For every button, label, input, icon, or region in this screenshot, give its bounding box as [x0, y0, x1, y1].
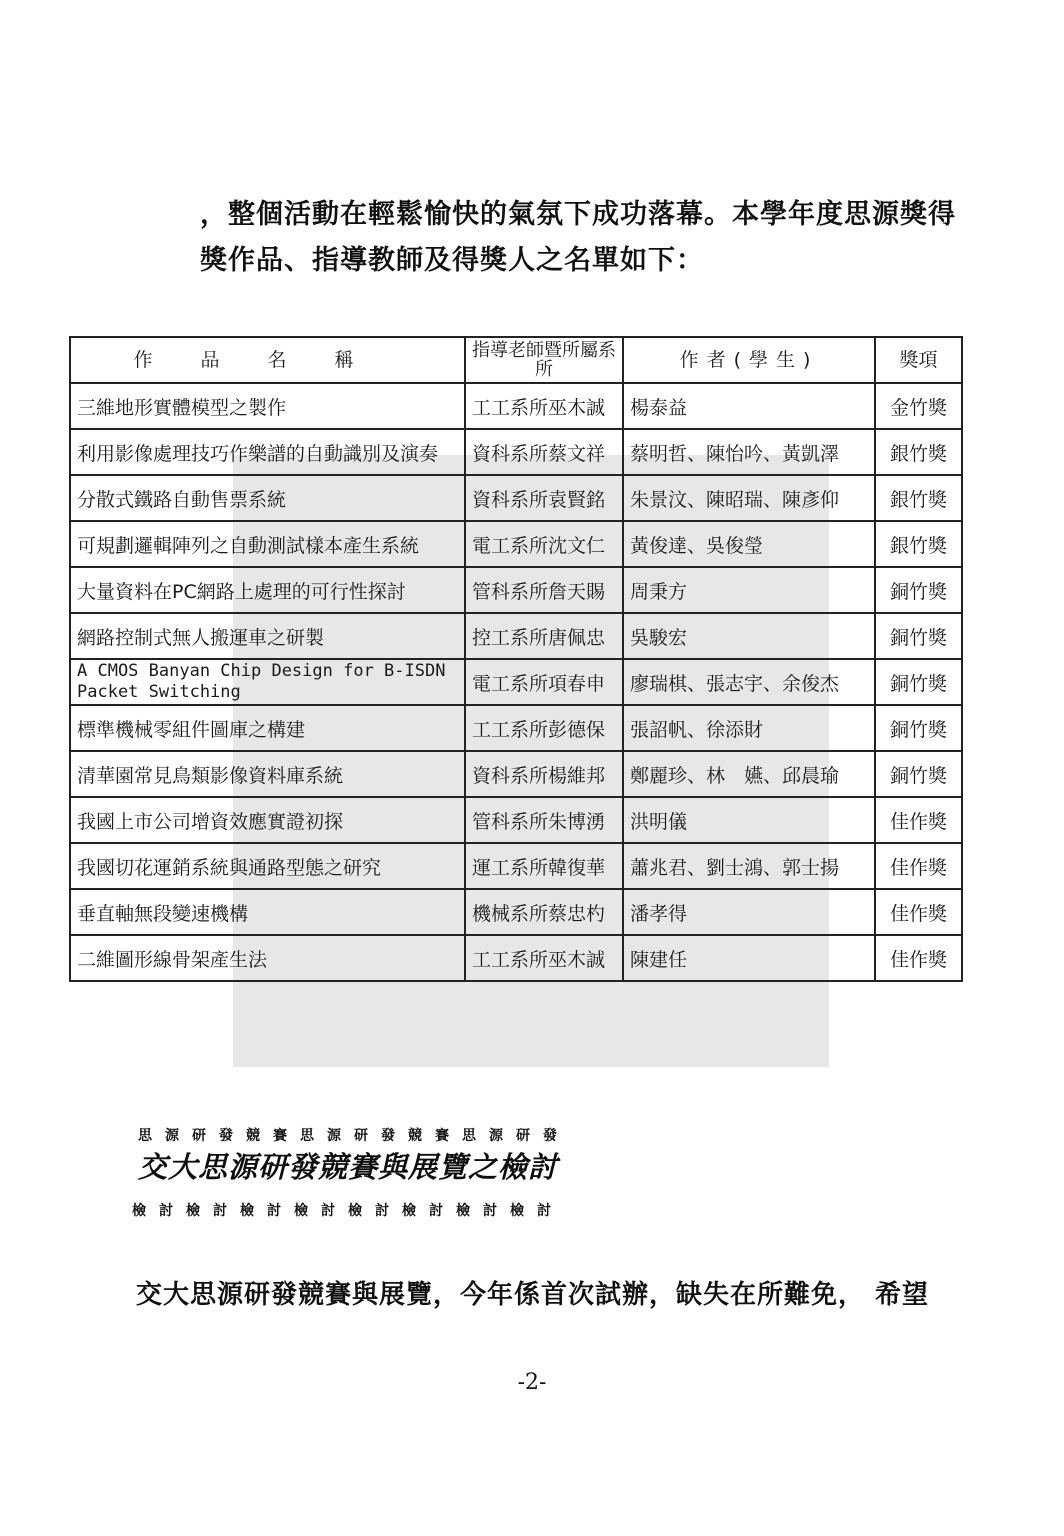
award-cell: 佳作獎	[875, 797, 962, 843]
table-row	[70, 889, 962, 935]
work-name-cell: 利用影像處理技巧作樂譜的自動識別及演奏	[70, 429, 465, 475]
advisor-cell: 資科系所楊維邦	[465, 751, 623, 797]
award-cell: 銀竹獎	[875, 429, 962, 475]
table-row	[70, 797, 962, 843]
award-cell: 銅竹獎	[875, 705, 962, 751]
author-cell: 楊泰益	[623, 383, 875, 429]
awards-table	[69, 336, 963, 982]
advisor-cell: 工工系所巫木誠	[465, 383, 623, 429]
header-work-name: 作品名稱	[70, 337, 465, 383]
work-name-cell: 我國切花運銷系統與通路型態之研究	[70, 843, 465, 889]
section-title: 交大思源研發競賽與展覽之檢討	[138, 1150, 559, 1184]
work-name-cell: 清華園常見鳥類影像資料庫系統	[70, 751, 465, 797]
award-cell: 佳作獎	[875, 935, 962, 981]
author-cell: 周秉方	[623, 567, 875, 613]
author-cell: 洪明儀	[623, 797, 875, 843]
table-row	[70, 383, 962, 429]
work-name-cell: 分散式鐵路自動售票系統	[70, 475, 465, 521]
intro-line-1: ，整個活動在輕鬆愉快的氣氛下成功落幕。本學年度思源獎得	[200, 199, 956, 230]
table-row	[70, 935, 962, 981]
author-cell: 朱景汶、陳昭瑞、陳彥仰	[623, 475, 875, 521]
advisor-cell: 控工系所唐佩忠	[465, 613, 623, 659]
author-cell: 蔡明哲、陳怡吟、黃凱澤	[623, 429, 875, 475]
award-cell: 佳作獎	[875, 843, 962, 889]
award-cell: 金竹獎	[875, 383, 962, 429]
work-name-cell: 二維圖形線骨架產生法	[70, 935, 465, 981]
author-cell: 蕭兆君、劉士鴻、郭士揚	[623, 843, 875, 889]
table-row	[70, 521, 962, 567]
author-cell: 潘孝得	[623, 889, 875, 935]
author-cell: 陳建任	[623, 935, 875, 981]
header-advisor: 指導老師暨所屬系所	[465, 337, 623, 383]
table-row	[70, 705, 962, 751]
advisor-cell: 機械系所蔡忠杓	[465, 889, 623, 935]
work-name-cell: 我國上市公司增資效應實證初探	[70, 797, 465, 843]
table-row	[70, 843, 962, 889]
advisor-cell: 工工系所彭德保	[465, 705, 623, 751]
advisor-cell: 資科系所蔡文祥	[465, 429, 623, 475]
table-row	[70, 429, 962, 475]
table-row	[70, 659, 962, 705]
header-author: 作者(學生)	[623, 337, 875, 383]
advisor-cell: 運工系所韓復華	[465, 843, 623, 889]
award-cell: 銀竹獎	[875, 475, 962, 521]
section-deco-bottom: 檢討檢討檢討檢討檢討檢討檢討檢討	[132, 1203, 564, 1219]
advisor-cell: 資科系所袁賢銘	[465, 475, 623, 521]
page-number: -2-	[517, 1370, 547, 1395]
award-cell: 銅竹獎	[875, 613, 962, 659]
work-name-cell: 可規劃邏輯陣列之自動測試樣本產生系統	[70, 521, 465, 567]
work-name-cell: 網路控制式無人搬運車之研製	[70, 613, 465, 659]
award-cell: 佳作獎	[875, 889, 962, 935]
advisor-cell: 電工系所沈文仁	[465, 521, 623, 567]
award-cell: 銅竹獎	[875, 567, 962, 613]
advisor-cell: 管科系所朱博湧	[465, 797, 623, 843]
table-row	[70, 567, 962, 613]
award-cell: 銀竹獎	[875, 521, 962, 567]
table-header-row	[70, 337, 962, 383]
intro-paragraph	[200, 192, 956, 284]
author-cell: 吳駿宏	[623, 613, 875, 659]
advisor-cell: 管科系所詹天賜	[465, 567, 623, 613]
table-row	[70, 751, 962, 797]
work-name-cell: 標準機械零組件圖庫之構建	[70, 705, 465, 751]
author-cell: 張詔帆、徐添財	[623, 705, 875, 751]
author-cell: 廖瑞棋、張志宇、余俊杰	[623, 659, 875, 705]
award-cell: 銅竹獎	[875, 659, 962, 705]
work-name-cell: 三維地形實體模型之製作	[70, 383, 465, 429]
section-paragraph: 交大思源研發競賽與展覽，今年係首次試辦，缺失在所難免， 希望	[136, 1280, 930, 1310]
advisor-cell: 工工系所巫木誠	[465, 935, 623, 981]
advisor-cell: 電工系所項春申	[465, 659, 623, 705]
table-row	[70, 613, 962, 659]
author-cell: 黃俊達、吳俊瑩	[623, 521, 875, 567]
work-name-cell: A CMOS Banyan Chip Design for B-ISDN Packet Switching	[70, 659, 465, 705]
author-cell: 鄭麗珍、林 嬿、邱晨瑜	[623, 751, 875, 797]
header-award: 獎項	[875, 337, 962, 383]
work-name-cell: 大量資料在PC網路上處理的可行性探討	[70, 567, 465, 613]
award-cell: 銅竹獎	[875, 751, 962, 797]
table-row	[70, 475, 962, 521]
intro-line-2: 獎作品、指導教師及得獎人之名單如下：	[200, 245, 704, 276]
work-name-cell: 垂直軸無段變速機構	[70, 889, 465, 935]
section-deco-top: 思源研發競賽思源研發競賽思源研發	[138, 1128, 570, 1144]
